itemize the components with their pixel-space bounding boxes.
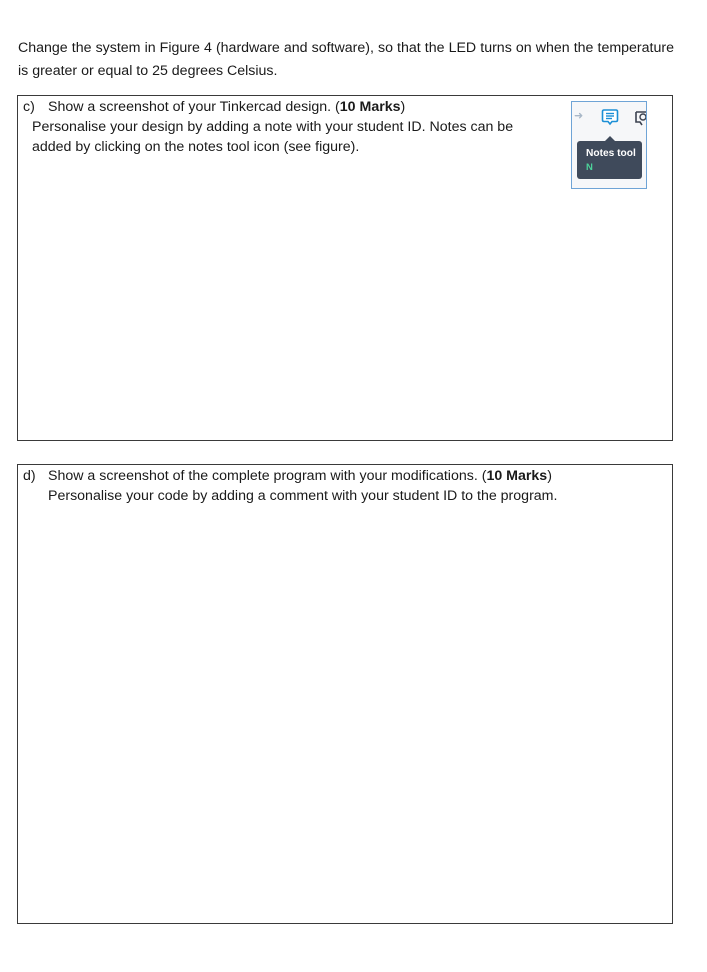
question-c-line-1	[23, 97, 405, 117]
answer-box-d	[17, 464, 673, 924]
question-d-close: )	[547, 468, 552, 484]
question-c-line-2: Personalise your design by adding a note with your student ID. Notes can be	[32, 119, 514, 135]
question-c-prompt: Show a screenshot of your Tinkercad design. (	[48, 99, 340, 115]
arrow-icon: ➜	[574, 110, 584, 122]
notes-tool-figure	[571, 101, 647, 189]
question-d-line-2: Personalise your code by adding a comment with your student ID to the program.	[48, 488, 558, 504]
question-c-marks: 10 Marks	[339, 99, 401, 115]
question-c-close: )	[400, 99, 406, 115]
question-d-line-1	[23, 466, 552, 486]
comment-icon	[634, 109, 647, 127]
intro-paragraph: Change the system in Figure 4 (hardware and software), so that the LED turns on when the temperature is greater or equal to 25 degrees Celsius.	[18, 40, 674, 79]
tooltip-title: Notes tool	[586, 148, 636, 159]
question-c-line-3: added by clicking on the notes tool icon (see figure).	[32, 139, 360, 155]
tooltip-shortcut-key: N	[586, 162, 593, 173]
question-c-letter: c)	[23, 99, 35, 115]
question-d-prompt: Show a screenshot of the complete program with your modifications. (	[48, 468, 487, 484]
notes-tool-tooltip	[577, 141, 642, 179]
question-d-letter: d)	[23, 468, 36, 484]
notes-icon	[601, 108, 619, 126]
question-d-marks: 10 Marks	[486, 468, 548, 484]
